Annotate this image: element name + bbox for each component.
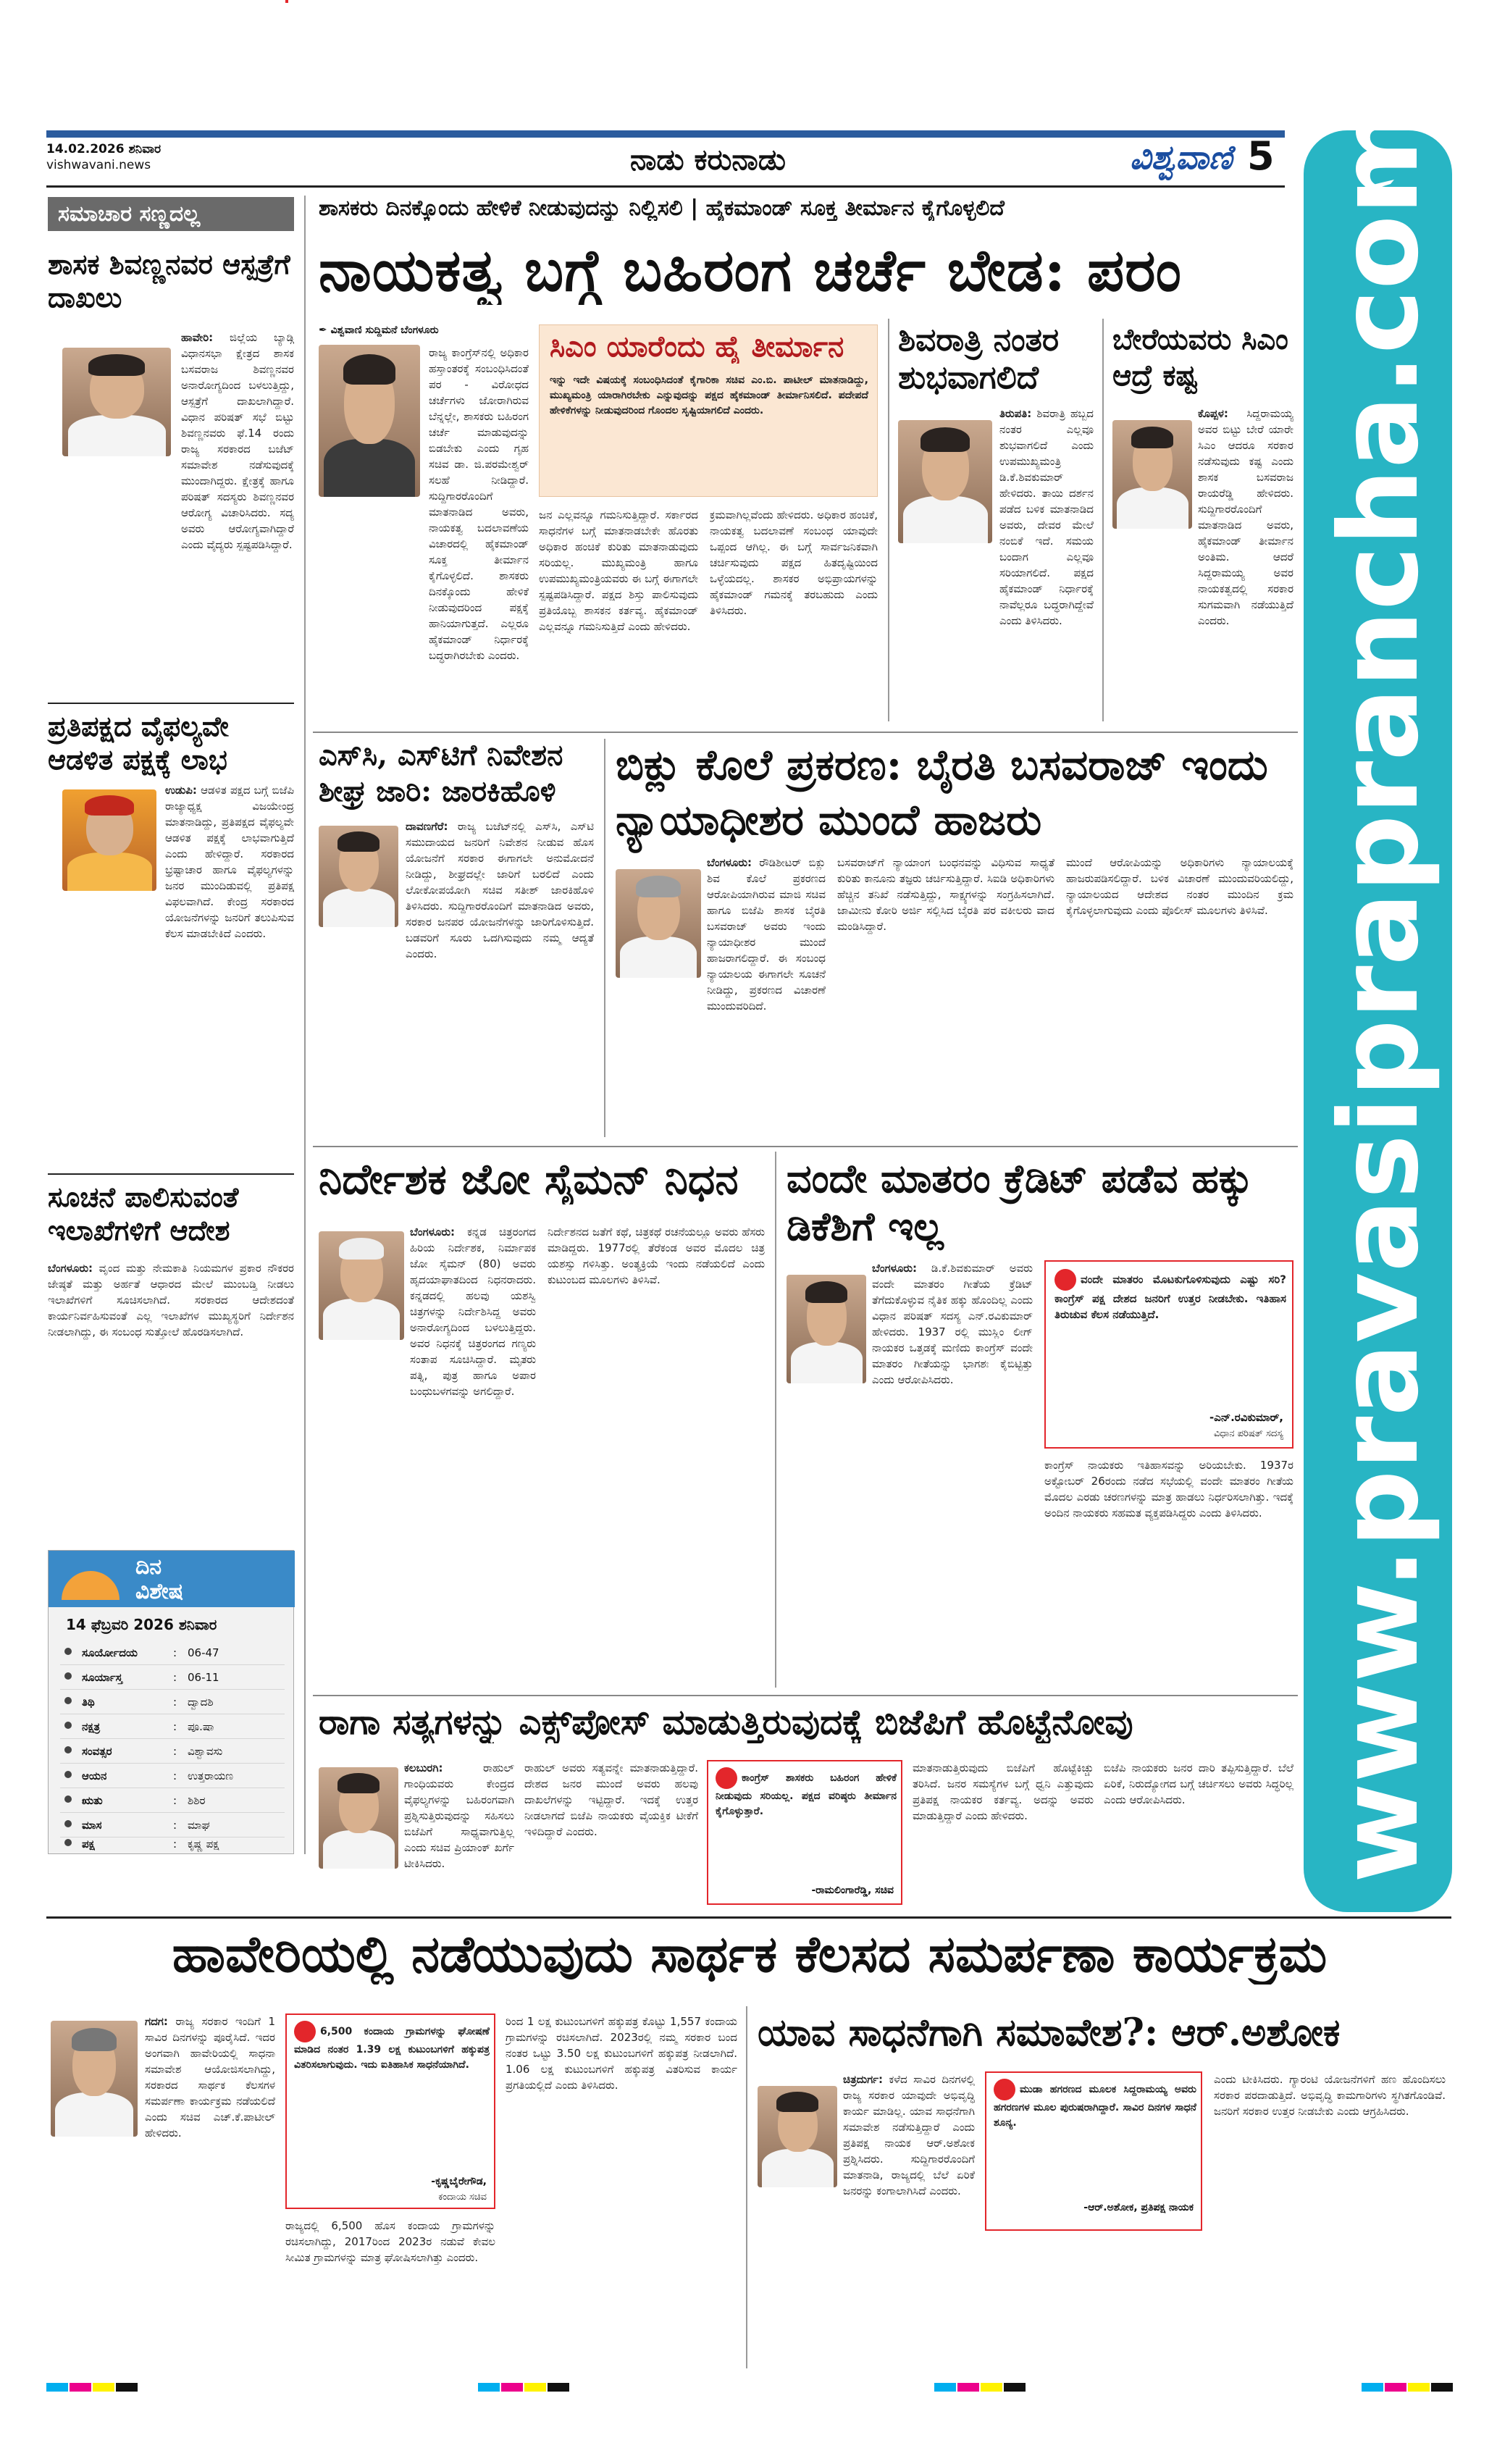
registration-mark xyxy=(93,2383,114,2392)
raga-quote: ಕಾಂಗ್ರೆಸ್ ಶಾಸಕರು ಬಹಿರಂಗ ಹೇಳಿಕೆ ನೀಡುವುದು ಸರಿಯಲ್ಲ. ಪಕ್ಷದ ವರಿಷ್ಠರು ತೀರ್ಮಾನ ಕೈಗೊಳ್ಳುತ್ತಾರೆ. xyxy=(716,1772,897,1817)
registration-mark xyxy=(478,2383,500,2392)
ashoka-dateline: ಚಿತ್ರದುರ್ಗ: xyxy=(843,2073,884,2086)
dina-row-label: ಋತು xyxy=(82,1794,103,1807)
dina-row-label: ಆಯನ xyxy=(82,1769,107,1782)
lead-body-col2: ಜನ ಎಲ್ಲವನ್ನೂ ಗಮನಿಸುತ್ತಿದ್ದಾರೆ. ಸರ್ಕಾರದ ಸಾಧನೆಗಳ ಬಗ್ಗೆ ಮಾತನಾಡಬೇಕೇ ಹೊರತು ಅಧಿಕಾರ ಹಂಚಿಕೆ ಕುರಿತು ಮಾತನಾಡುವುದು ಸರಿಯಲ್ಲ. ಮುಖ್ಯಮಂತ್ರಿ ಹಾಗೂ ಉಪಮುಖ್ಯಮಂತ್ರಿಯವರು ಈ ಬಗ್ಗೆ ಈಗಾಗಲೇ ಸ್ಪಷ್ಟಪಡಿಸಿದ್ದಾರೆ. ಪಕ್ಷದ ಶಿಸ್ತು ಪಾಲಿಸುವುದು ಪ್ರತಿಯೊಬ್ಬ ಶಾಸಕನ ಕರ್ತವ್ಯ. ಹೈಕಮಾಂಡ್ ಎಲ್ಲವನ್ನೂ ಗಮನಿಸುತ್ತಿದೆ ಎಂದು ಹೇಳಿದರು. xyxy=(539,508,698,633)
bullet-icon xyxy=(64,1697,72,1704)
header-bottom-rule xyxy=(46,185,1285,188)
registration-mark xyxy=(1004,2383,1026,2392)
dina-row: ಆಯನ : ಉತ್ತರಾಯಣ xyxy=(60,1764,285,1788)
sidebar-story-title: ಪ್ರತಿಪಕ್ಷದ ವೈಫಲ್ಯವೇ ಆಡಳಿತ ಪಕ್ಷಕ್ಕೆ ಲಾಭ xyxy=(48,711,229,776)
shivaratri-dateline: ತಿರುಪತಿ: xyxy=(999,407,1032,420)
haveri-text-col1 xyxy=(51,2013,275,2361)
dina-row: ಸೂರ್ಯಾಸ್ತ : 06-11 xyxy=(60,1665,285,1690)
sidebar-story-text xyxy=(48,1260,294,1535)
shivaratri-text xyxy=(898,406,1094,721)
bullet-icon xyxy=(64,1746,72,1753)
vande-quote-role: ವಿಧಾನ ಪರಿಷತ್ ಸದಸ್ಯ xyxy=(1213,1428,1283,1439)
vande-body-col1: ಡಿ.ಕೆ.ಶಿವಕುಮಾರ್ ಅವರು ವಂದೇ ಮಾತರಂ ಗೀತೆಯ ಕ್ರೆಡಿಟ್ ತೆಗೆದುಕೊಳ್ಳುವ ನೈತಿಕ ಹಕ್ಕು ಹೊಂದಿಲ್ಲ ಎಂದು ವಿಧಾನ ಪರಿಷತ್ ಸದಸ್ಯ ಎನ್.ರವಿಕುಮಾರ್ ಹೇಳಿದರು. 1937 ರಲ್ಲಿ ಮುಸ್ಲಿಂ ಲೀಗ್ ನಾಯಕರ ಒತ್ತಡಕ್ಕೆ ಮಣಿದು ಕಾಂಗ್ರೆಸ್ ವಂದೇ ಮಾತರಂ ಗೀತೆಯನ್ನು ಭಾಗಶಃ ಕೈಬಿಟ್ಟಿತ್ತು ಎಂದು ಆರೋಪಿಸಿದರು. xyxy=(872,1262,1033,1386)
beraeyavaru-headline: ಬೇರೆಯವರು ಸಿಎಂ ಆದ್ರೆ ಕಷ್ಟ xyxy=(1112,322,1288,393)
bullet-icon xyxy=(64,1820,72,1827)
ashoka-headline: ಯಾವ ಸಾಧನೆಗಾಗಿ ಸಮಾವೇಶ?: ಆರ್.ಅಶೋಕ xyxy=(758,2011,1341,2055)
lead-byline xyxy=(319,324,536,336)
bullet-icon xyxy=(64,1771,72,1778)
vande-quote-author: -ಎನ್.ರವಿಕುಮಾರ್, xyxy=(1209,1411,1283,1424)
dina-row-value: 06-11 xyxy=(188,1671,219,1684)
bullet-icon xyxy=(64,1648,72,1655)
lead-body-col3: ಕ್ರಮವಾಗಿಲ್ಲವೆಂದು ಹೇಳಿದರು. ಅಧಿಕಾರ ಹಂಚಿಕೆ, ನಾಯಕತ್ವ ಬದಲಾವಣೆ ಸಂಬಂಧ ಯಾವುದೇ ಒಪ್ಪಂದ ಆಗಿಲ್ಲ. ಈ ಬಗ್ಗೆ ಸಾರ್ವಜನಿಕವಾಗಿ ಚರ್ಚಿಸುವುದು ಪಕ್ಷದ ಹಿತದೃಷ್ಟಿಯಿಂದ ಒಳ್ಳೆಯದಲ್ಲ. ಶಾಸಕರ ಅಭಿಪ್ರಾಯಗಳನ್ನು ಹೈಕಮಾಂಡ್ ಗಮನಕ್ಕೆ ತರಬಹುದು ಎಂದು ತಿಳಿಸಿದರು. xyxy=(710,508,878,617)
registration-mark xyxy=(957,2383,979,2392)
header-top-rule xyxy=(46,130,1285,138)
registration-mark xyxy=(524,2383,546,2392)
bullet-icon xyxy=(64,1795,72,1803)
quote-icon xyxy=(294,2021,316,2042)
shivaratri-body: ಶಿವರಾತ್ರಿ ಹಬ್ಬದ ನಂತರ ಎಲ್ಲವೂ ಶುಭವಾಗಲಿದೆ ಎಂದು ಉಪಮುಖ್ಯಮಂತ್ರಿ ಡಿ.ಕೆ.ಶಿವಕುಮಾರ್ ಹೇಳಿದರು. ತಾಯಿ ದರ್ಶನ ಪಡೆದ ಬಳಿಕ ಮಾತನಾಡಿದ ಅವರು, ದೇವರ ಮೇಲೆ ನಂಬಿಕೆ ಇದೆ. ಸಮಯ ಬಂದಾಗ ಎಲ್ಲವೂ ಸರಿಯಾಗಲಿದೆ. ಪಕ್ಷದ ಹೈಕಮಾಂಡ್ ನಿರ್ಧಾರಕ್ಕೆ ನಾವೆಲ್ಲರೂ ಬದ್ಧರಾಗಿದ್ದೇವೆ ಎಂದು ತಿಳಿಸಿದರು. xyxy=(999,407,1094,627)
sidebar-story-dateline: ಹಾವೇರಿ: xyxy=(181,331,214,344)
haveri-quote-role: ಕಂದಾಯ ಸಚಿವ xyxy=(438,2192,487,2203)
registration-mark xyxy=(1408,2383,1430,2392)
sidebar-story-body: ಆಡಳಿತ ಪಕ್ಷದ ಬಗ್ಗೆ ಬಿಜೆಪಿ ರಾಜ್ಯಾಧ್ಯಕ್ಷ ವಿಜಯೇಂದ್ರ ಮಾತನಾಡಿದ್ದು, ಪ್ರತಿಪಕ್ಷದ ವೈಫಲ್ಯವೇ ಆಡಳಿತ ಪಕ್ಷಕ್ಕೆ ಲಾಭವಾಗುತ್ತಿದೆ ಎಂದು ಹೇಳಿದ್ದಾರೆ. ಸರಕಾರದ ಭ್ರಷ್ಟಾಚಾರ ಹಾಗೂ ವೈಫಲ್ಯಗಳನ್ನು ಜನರ ಮುಂದಿಡುವಲ್ಲಿ ಪ್ರತಿಪಕ್ಷ ವಿಫಲವಾಗಿದೆ. ಕೇಂದ್ರ ಸರಕಾರದ ಯೋಜನೆಗಳನ್ನು ಜನರಿಗೆ ತಲುಪಿಸುವ ಕೆಲಸ ಮಾಡಬೇಕಿದೆ ಎಂದರು. xyxy=(165,784,294,940)
registration-mark xyxy=(981,2383,1002,2392)
registration-mark xyxy=(1362,2383,1383,2392)
ashoka-body-col1: ಕಳೆದ ಸಾವಿರ ದಿನಗಳಲ್ಲಿ ರಾಜ್ಯ ಸರಕಾರ ಯಾವುದೇ ಅಭಿವೃದ್ಧಿ ಕಾರ್ಯ ಮಾಡಿಲ್ಲ. ಯಾವ ಸಾಧನೆಗಾಗಿ ಸಮಾವೇಶ ನಡೆಸುತ್ತಿದ್ದಾರೆ ಎಂದು ಪ್ರತಿಪಕ್ಷ ನಾಯಕ ಆರ್.ಅಶೋಕ ಪ್ರಶ್ನಿಸಿದರು. ಸುದ್ದಿಗಾರರೊಂದಿಗೆ ಮಾತನಾಡಿ, ರಾಜ್ಯದಲ್ಲಿ ಬೆಲೆ ಏರಿಕೆ ಜನರನ್ನು ಕಂಗಾಲಾಗಿಸಿದೆ ಎಂದರು. xyxy=(843,2073,975,2197)
beraeyavaru-dateline: ಕೊಪ್ಪಳ: xyxy=(1198,407,1228,420)
dina-row-label: ಸೂರ್ಯೋದಯ xyxy=(82,1646,138,1659)
joe-simon-headline: ನಿರ್ದೇಶಕ ಜೋ ಸೈಮನ್ ನಿಧನ xyxy=(319,1155,739,1204)
registration-mark xyxy=(46,2383,68,2392)
raga-dateline: ಕಲಬುರಗಿ: xyxy=(404,1761,443,1774)
raga-text-col2: ರಾಹುಲ್ ಅವರು ಸತ್ಯವನ್ನೇ ಮಾತನಾಡುತ್ತಿದ್ದಾರೆ. ದೇಶದ ಜನರ ಮುಂದೆ ಅವರು ಹಲವು ದಾಖಲೆಗಳನ್ನು ಇಟ್ಟಿದ್ದಾರೆ. ಇದಕ್ಕೆ ಉತ್ತರ ನೀಡಲಾಗದೆ ಬಿಜೆಪಿ ನಾಯಕರು ವೈಯಕ್ತಿಕ ಟೀಕೆಗೆ ಇಳಿದಿದ್ದಾರೆ ಎಂದರು. xyxy=(524,1761,698,1838)
dina-title-line2: ವಿಶೇಷ xyxy=(135,1579,184,1604)
bottom-headline: ಹಾವೇರಿಯಲ್ಲಿ ನಡೆಯುವುದು ಸಾರ್ಥಕ ಕೆಲಸದ ಸಮರ್ಪಣಾ ಕಾರ್ಯಕ್ರಮ xyxy=(172,1924,1328,1984)
registration-mark xyxy=(1385,2383,1406,2392)
joe-simon-text-col2: ನಿರ್ದೇಶನದ ಜತೆಗೆ ಕಥೆ, ಚಿತ್ರಕಥೆ ರಚನೆಯಲ್ಲೂ ಅವರು ಹೆಸರು ಮಾಡಿದ್ದರು. 1977ರಲ್ಲಿ ತೆರೆಕಂಡ ಅವರ ಮೊದಲ ಚಿತ್ರ ಯಶಸ್ಸು ಗಳಿಸಿತ್ತು. ಅಂತ್ಯಕ್ರಿಯೆ ಇಂದು ನಡೆಯಲಿದೆ ಎಂದು ಕುಟುಂಬದ ಮೂಲಗಳು ತಿಳಿಸಿವೆ. xyxy=(548,1225,765,1286)
dina-row-label: ನಕ್ಷತ್ರ xyxy=(82,1720,101,1733)
sidebar-divider xyxy=(48,1173,294,1175)
section-divider xyxy=(313,732,1298,733)
registration-mark xyxy=(548,2383,569,2392)
joe-simon-dateline: ಬೆಂಗಳೂರು: xyxy=(410,1225,456,1239)
dina-row: ಪಕ್ಷ : ಕೃಷ್ಣ ಪಕ್ಷ xyxy=(60,1832,285,1856)
dina-row-label: ಸಂವತ್ಸರ xyxy=(82,1745,112,1758)
dina-row-value: ಮಾಘ xyxy=(188,1819,210,1832)
ashoka-text-col2: ಎಂದು ಟೀಕಿಸಿದರು. ಗ್ಯಾರಂಟಿ ಯೋಜನೆಗಳಿಗೆ ಹಣ ಹೊಂದಿಸಲು ಸರಕಾರ ಪರದಾಡುತ್ತಿದೆ. ಅಭಿವೃದ್ಧಿ ಕಾಮಗಾರಿಗಳು ಸ್ಥಗಿತಗೊಂಡಿವೆ. ಜನರಿಗೆ ಸರಕಾರ ಉತ್ತರ ನೀಡಬೇಕು ಎಂದು ಆಗ್ರಹಿಸಿದರು. xyxy=(1214,2073,1446,2118)
shivaratri-headline: ಶಿವರಾತ್ರಿ ನಂತರ ಶುಭವಾಗಲಿದೆ xyxy=(898,322,1060,396)
sidebar-story-body: ಜಿಲ್ಲೆಯ ಬ್ಯಾಡ್ಗಿ ವಿಧಾನಸಭಾ ಕ್ಷೇತ್ರದ ಶಾಸಕ ಬಸವರಾಜ ಶಿವಣ್ಣನವರ ಅನಾರೋಗ್ಯದಿಂದ ಬಳಲುತ್ತಿದ್ದು, ಆಸ್ಪತ್ರೆಗೆ ದಾಖಲಾಗಿದ್ದಾರೆ. ವಿಧಾನ ಪರಿಷತ್ ಸಭೆ ಬಿಟ್ಟು ಶಿವಣ್ಣನವರು ಫೆ.14 ರಂದು ರಾಜ್ಯ ಸರಕಾರದ ಬಜೆಟ್ ಸಮಾವೇಶ ನಡೆಸುವುದಕ್ಕೆ ಮುಂದಾಗಿದ್ದರು. ಕ್ಷೇತ್ರಕ್ಕೆ ಹಾಗೂ ಪರಿಷತ್ ಸದಸ್ಯರು ಶಿವಣ್ಣನವರ ಆರೋಗ್ಯ ವಿಚಾರಿಸಿದರು. ಸದ್ಯ ಅವರು ಆರೋಗ್ಯವಾಗಿದ್ದಾರೆ ಎಂದು ವೈದ್ಯರು ಸ್ಪಷ್ಟಪಡಿಸಿದ್ದಾರೆ. xyxy=(181,331,294,551)
page-number: 5 xyxy=(1247,133,1275,179)
dina-row-value: ಕೃಷ್ಣ ಪಕ್ಷ xyxy=(188,1837,219,1851)
vande-text-col1 xyxy=(787,1260,1033,1688)
dina-row: ಮಾಸ : ಮಾಘ xyxy=(60,1813,285,1837)
quote-icon xyxy=(1054,1269,1076,1291)
biklu-text-col1 xyxy=(616,855,826,1137)
pull-box-title: ಸಿಎಂ ಯಾರೆಂದು ಹೈ ತೀರ್ಮಾನ xyxy=(550,330,844,364)
haveri-text-col3: ರಿಂದ 1 ಲಕ್ಷ ಕುಟುಂಬಗಳಿಗೆ ಹಕ್ಕುಪತ್ರ ಕೊಟ್ಟು 1,557 ಕಂದಾಯ ಗ್ರಾಮಗಳನ್ನು ರಚಿಸಲಾಗಿದೆ. 2023ರಲ್ಲಿ ನಮ್ಮ ಸರಕಾರ ಬಂದ ನಂತರ ಒಟ್ಟು 3.50 ಲಕ್ಷ ಕುಟುಂಬಗಳಿಗೆ ಹಕ್ಕುಪತ್ರ ನೀಡಲಾಗಿದೆ. 1.06 ಲಕ್ಷ ಕುಟುಂಬಗಳಿಗೆ ಹಕ್ಕುಪತ್ರ ವಿತರಿಸುವ ಕಾರ್ಯ ಪ್ರಗತಿಯಲ್ಲಿದೆ ಎಂದು ತಿಳಿಸಿದರು. xyxy=(506,2015,737,2092)
ashoka-quote-box xyxy=(985,2071,1202,2231)
vande-dateline: ಬೆಂಗಳೂರು: xyxy=(872,1262,918,1275)
raga-text-col3: ಮಾತನಾಡುತ್ತಿರುವುದು ಬಿಜೆಪಿಗೆ ಹೊಟ್ಟೆಕಿಚ್ಚು ತರಿಸಿದೆ. ಜನರ ಸಮಸ್ಯೆಗಳ ಬಗ್ಗೆ ಧ್ವನಿ ಎತ್ತುವುದು ಪ್ರತಿಪಕ್ಷ ನಾಯಕರ ಕರ್ತವ್ಯ. ಅದನ್ನು ಅವರು ಮಾಡುತ್ತಿದ್ದಾರೆ ಎಂದು ಹೇಳಿದರು. xyxy=(913,1761,1094,1822)
dina-row-value: ಪೂ.ಷಾ xyxy=(188,1720,214,1733)
quote-icon xyxy=(994,2079,1015,2100)
quote-icon xyxy=(716,1767,737,1789)
beraeyavaru-text xyxy=(1112,406,1293,721)
ashoka-quote-role: ಪ್ರತಿಪಕ್ಷ ನಾಯಕ xyxy=(1141,2202,1194,2213)
dina-vishesha-date: 14 ಫೆಬ್ರವರಿ 2026 ಶನಿವಾರ xyxy=(66,1616,217,1633)
vande-text-col2: ಕಾಂಗ್ರೆಸ್ ನಾಯಕರು ಇತಿಹಾಸವನ್ನು ಅರಿಯಬೇಕು. 1937ರ ಅಕ್ಟೋಬರ್ 26ರಂದು ನಡೆದ ಸಭೆಯಲ್ಲಿ ವಂದೇ ಮಾತರಂ ಗೀತೆಯ ಮೊದಲ ಎರಡು ಚರಣಗಳನ್ನು ಮಾತ್ರ ಹಾಡಲು ನಿರ್ಧರಿಸಲಾಗಿತ್ತು. ಇದಕ್ಕೆ ಅಂದಿನ ನಾಯಕರು ಸಹಮತ ವ್ಯಕ್ತಪಡಿಸಿದ್ದರು ಎಂದು ತಿಳಿಸಿದರು. xyxy=(1044,1459,1293,1520)
registration-mark xyxy=(934,2383,956,2392)
column-divider xyxy=(775,1152,776,1688)
sidebar-story-dateline: ಉಡುಪಿ: xyxy=(165,784,197,797)
column-divider xyxy=(746,2006,747,2368)
joe-simon-body-col1: ಕನ್ನಡ ಚಿತ್ರರಂಗದ ಹಿರಿಯ ನಿರ್ದೇಶಕ, ನಿರ್ಮಾಪಕ ಜೋ ಸೈಮನ್ (80) ಅವರು ಹೃದಯಾಘಾತದಿಂದ ನಿಧನರಾದರು. ಕನ್ನಡದಲ್ಲಿ ಹಲವು ಯಶಸ್ವಿ ಚಿತ್ರಗಳನ್ನು ನಿರ್ದೇಶಿಸಿದ್ದ ಅವರು ಅನಾರೋಗ್ಯದಿಂದ ಬಳಲುತ್ತಿದ್ದರು. ಅವರ ನಿಧನಕ್ಕೆ ಚಿತ್ರರಂಗದ ಗಣ್ಯರು ಸಂತಾಪ ಸೂಚಿಸಿದ್ದಾರೆ. ಮೃತರು ಪತ್ನಿ, ಪುತ್ರ ಹಾಗೂ ಅಪಾರ ಬಂಧುಬಳಗವನ್ನು ಅಗಲಿದ್ದಾರೆ. xyxy=(410,1225,536,1398)
section-title: ನಾಡು ಕರುನಾಡು xyxy=(630,143,786,177)
vande-quote-box xyxy=(1044,1260,1293,1449)
dina-row-value: ದ್ವಾದಶಿ xyxy=(188,1696,214,1709)
vande-mataram-headline: ವಂದೇ ಮಾತರಂ ಕ್ರೆಡಿಟ್ ಪಡೆವ ಹಕ್ಕು ಡಿಕೆಶಿಗೆ ಇಲ್ಲ xyxy=(787,1155,1253,1249)
dina-row-label: ಮಾಸ xyxy=(82,1819,102,1832)
dina-title-line1: ದಿನ xyxy=(135,1554,162,1580)
newspaper-brand: ವಿಶ್ವವಾಣಿ xyxy=(1130,138,1233,177)
bullet-icon xyxy=(64,1839,72,1846)
dina-row: ಋತು : ಶಿಶಿರ xyxy=(60,1788,285,1813)
raga-headline: ರಾಗಾ ಸತ್ಯಗಳನ್ನು ಎಕ್ಸ್‌ಪೋಸ್ ಮಾಡುತ್ತಿರುವುದಕ್ಕೆ ಬಿಜೆಪಿಗೆ ಹೊಟ್ಟೆನೋವು xyxy=(319,1702,1133,1743)
sidebar-story-text xyxy=(48,330,294,692)
ashoka-quote-author xyxy=(1083,2202,1194,2213)
sc-st-text xyxy=(319,818,594,1137)
ashoka-text-col1 xyxy=(758,2071,975,2361)
ashoka-quote: ಮುಡಾ ಹಗರಣದ ಮೂಲಕ ಸಿದ್ದರಾಮಯ್ಯ ಅವರು ಹಗರಣಗಳ ಮೂಲ ಪುರುಷರಾಗಿದ್ದಾರೆ. ಸಾವಿರ ದಿನಗಳ ಸಾಧನೆ ಶೂನ್ಯ. xyxy=(994,2084,1196,2129)
dina-row: ನಕ್ಷತ್ರ : ಪೂ.ಷಾ xyxy=(60,1714,285,1739)
lead-kicker: ಶಾಸಕರು ದಿನಕ್ಕೊಂದು ಹೇಳಿಕೆ ನೀಡುವುದನ್ನು ನಿಲ್ಲಿಸಲಿ | ಹೈಕಮಾಂಡ್ ಸೂಕ್ತ ತೀರ್ಮಾನ ಕೈಗೊಳ್ಳಲಿದೆ xyxy=(319,196,1005,221)
pen-icon: ✒ xyxy=(319,324,331,336)
registration-mark xyxy=(1431,2383,1453,2392)
dina-row-value: 06-47 xyxy=(188,1646,219,1659)
ashoka-quote-text xyxy=(994,2079,1196,2195)
column-divider xyxy=(1102,319,1104,721)
dina-row-value: ವಿಶ್ವಾವಸು xyxy=(188,1745,223,1758)
haveri-quote-text xyxy=(294,2021,490,2166)
sidebar-story-text xyxy=(48,782,294,1166)
issue-date: 14.02.2026 ಶನಿವಾರ xyxy=(46,142,162,156)
haveri-quote-author: -ಕೃಷ್ಣಬೈರೇಗೌಡ, xyxy=(431,2176,487,2187)
column-divider xyxy=(604,739,605,1137)
column-divider xyxy=(888,319,889,721)
dina-row-label: ಪಕ್ಷ xyxy=(82,1837,95,1851)
raga-body-col1: ರಾಹುಲ್ ಗಾಂಧಿಯವರು ಕೇಂದ್ರದ ವೈಫಲ್ಯಗಳನ್ನು ಬಹಿರಂಗವಾಗಿ ಪ್ರಶ್ನಿಸುತ್ತಿರುವುದನ್ನು ಸಹಿಸಲು ಬಿಜೆಪಿಗೆ ಸಾಧ್ಯವಾಗುತ್ತಿಲ್ಲ ಎಂದು ಸಚಿವ ಪ್ರಿಯಾಂಕ್ ಖರ್ಗೆ ಟೀಕಿಸಿದರು. xyxy=(404,1761,514,1870)
haveri-quote-box-placeholder xyxy=(285,0,288,3)
registration-mark xyxy=(70,2383,91,2392)
dina-row: ಸಂವತ್ಸರ : ವಿಶ್ವಾವಸು xyxy=(60,1739,285,1764)
biklu-body-col1: ರೌಡಿಶೀಟರ್ ಬಿಕ್ಲು ಶಿವ ಕೊಲೆ ಪ್ರಕರಣದ ಆರೋಪಿಯಾಗಿರುವ ಮಾಜಿ ಸಚಿವ ಹಾಗೂ ಬಿಜೆಪಿ ಶಾಸಕ ಬೈರತಿ ಬಸವರಾಜ್ ಅವರು ಇಂದು ನ್ಯಾಯಾಧೀಶರ ಮುಂದೆ ಹಾಜರಾಗಲಿದ್ದಾರೆ. ಈ ಸಂಬಂಧ ನ್ಯಾಯಾಲಯ ಈಗಾಗಲೇ ಸೂಚನೆ ನೀಡಿದ್ದು, ಪ್ರಕರಣದ ವಿಚಾರಣೆ ಮುಂದುವರಿದಿದೆ. xyxy=(707,856,826,1013)
raga-text-col1 xyxy=(319,1760,514,1905)
vande-quote-text xyxy=(1054,1269,1286,1411)
dina-vishesha-header xyxy=(49,1551,295,1607)
sidebar-story-body: ವೃಂದ ಮತ್ತು ನೇಮಕಾತಿ ನಿಯಮಗಳ ಪ್ರಕಾರ ನೌಕರರ ಜೇಷ್ಠತೆ ಮತ್ತು ಅರ್ಹತೆ ಆಧಾರದ ಮೇಲೆ ಮುಂಬಡ್ತಿ ನೀಡಲು ಇಲಾಖೆಗಳಿಗೆ ಸೂಚಿಸಲಾಗಿದೆ. ಸರಕಾರದ ಆದೇಶದಂತೆ ಕಾರ್ಯನಿರ್ವಹಿಸುವಂತೆ ಎಲ್ಲ ಇಲಾಖೆಗಳ ಮುಖ್ಯಸ್ಥರಿಗೆ ನಿರ್ದೇಶನ ನೀಡಲಾಗಿದ್ದು, ಈ ಸಂಬಂಧ ಸುತ್ತೋಲೆ ಹೊರಡಿಸಲಾಗಿದೆ. xyxy=(48,1262,294,1338)
ad-url-text: www.pravasipraprancha.com xyxy=(1317,101,1443,1883)
website-url[interactable]: vishwavani.news xyxy=(46,158,151,172)
dina-row-label: ಸೂರ್ಯಾಸ್ತ xyxy=(82,1671,122,1684)
pull-box xyxy=(539,324,878,497)
dina-row-label: ತಿಥಿ xyxy=(82,1696,95,1709)
column-divider xyxy=(304,196,306,1854)
sc-st-body: ರಾಜ್ಯ ಬಜೆಟ್‌ನಲ್ಲಿ ಎಸ್‌ಸಿ, ಎಸ್‌ಟಿ ಸಮುದಾಯದ ಜನರಿಗೆ ನಿವೇಶನ ನೀಡುವ ಹೊಸ ಯೋಜನೆಗೆ ಸರಕಾರ ಈಗಾಗಲೇ ಅನುಮೋದನೆ ನೀಡಿದ್ದು, ಶೀಘ್ರದಲ್ಲೇ ಜಾರಿಗೆ ಬರಲಿದೆ ಎಂದು ಲೋಕೋಪಯೋಗಿ ಸಚಿವ ಸತೀಶ್ ಜಾರಕಿಹೊಳಿ ತಿಳಿಸಿದರು. ಸುದ್ದಿಗಾರರೊಂದಿಗೆ ಮಾತನಾಡಿದ ಅವರು, ಸರಕಾರ ಜನಪರ ಯೋಜನೆಗಳನ್ನು ಜಾರಿಗೊಳಿಸುತ್ತಿದೆ. ಬಡವರಿಗೆ ಸೂರು ಒದಗಿಸುವುದು ನಮ್ಮ ಆದ್ಯತೆ ಎಂದರು. xyxy=(406,820,594,960)
sidebar-story-title: ಸೂಚನೆ ಪಾಲಿಸುವಂತೆ ಇಲಾಖೆಗಳಿಗೆ ಆದೇಶ xyxy=(48,1181,239,1246)
haveri-body-col1: ರಾಜ್ಯ ಸರಕಾರ ಇಂದಿಗೆ 1 ಸಾವಿರ ದಿನಗಳನ್ನು ಪೂರೈಸಿದೆ. ಇದರ ಅಂಗವಾಗಿ ಹಾವೇರಿಯಲ್ಲಿ ಸಾಧನಾ ಸಮಾವೇಶ ಆಯೋಜಿಸಲಾಗಿದ್ದು, ಸರಕಾರದ ಸಾರ್ಥಕ ಕೆಲಸಗಳ ಸಮರ್ಪಣಾ ಕಾರ್ಯಕ್ರಮ ನಡೆಯಲಿದೆ ಎಂದು ಸಚಿವ ಎಚ್.ಕೆ.ಪಾಟೀಲ್ ಹೇಳಿದರು. xyxy=(145,2015,275,2140)
pull-box-text: ಇನ್ನು ಇದೇ ವಿಷಯಕ್ಕೆ ಸಂಬಂಧಿಸಿದಂತೆ ಕೈಗಾರಿಕಾ ಸಚಿವ ಎಂ.ಬಿ. ಪಾಟೀಲ್ ಮಾತನಾಡಿದ್ದು, ಮುಖ್ಯಮಂತ್ರಿ ಯಾರಾಗಿರಬೇಕು ಎನ್ನುವುದನ್ನು ಪಕ್ಷದ ಹೈಕಮಾಂಡ್ ತೀರ್ಮಾನಿಸಲಿದೆ. ಪದೇಪದೆ ಹೇಳಿಕೆಗಳನ್ನು ನೀಡುವುದರಿಂದ ಗೊಂದಲ ಸೃಷ್ಟಿಯಾಗಲಿದೆ ಎಂದರು. xyxy=(550,374,868,416)
ashoka-text-col2a xyxy=(985,2239,1202,2361)
haveri-dateline: ಗದಗ: xyxy=(145,2015,168,2028)
bullet-icon xyxy=(64,1672,72,1680)
lead-body-col1: ರಾಜ್ಯ ಕಾಂಗ್ರೆಸ್‌ನಲ್ಲಿ ಅಧಿಕಾರ ಹಸ್ತಾಂತರಕ್ಕೆ ಸಂಬಂಧಿಸಿದಂತೆ ಪರ - ವಿರೋಧದ ಚರ್ಚೆಗಳು ಜೋರಾಗಿರುವ ಬೆನ್ನಲ್ಲೇ, ಶಾಸಕರು ಬಹಿರಂಗ ಚರ್ಚೆ ಮಾಡುವುದನ್ನು ಬಿಡಬೇಕು ಎಂದು ಗೃಹ ಸಚಿವ ಡಾ. ಜಿ.ಪರಮೇಶ್ವರ್ ಸಲಹೆ ನೀಡಿದ್ದಾರೆ. ಸುದ್ದಿಗಾರರೊಂದಿಗೆ ಮಾತನಾಡಿದ ಅವರು, ನಾಯಕತ್ವ ಬದಲಾವಣೆಯ ವಿಚಾರದಲ್ಲಿ ಹೈಕಮಾಂಡ್ ಸೂಕ್ತ ತೀರ್ಮಾನ ಕೈಗೊಳ್ಳಲಿದೆ. ಶಾಸಕರು ದಿನಕ್ಕೊಂದು ಹೇಳಿಕೆ ನೀಡುವುದರಿಂದ ಪಕ್ಷಕ್ಕೆ ಹಾನಿಯಾಗುತ್ತದೆ. ಎಲ್ಲರೂ ಹೈಕಮಾಂಡ್ ನಿರ್ಧಾರಕ್ಕೆ ಬದ್ಧರಾಗಿರಬೇಕು ಎಂದರು. xyxy=(429,346,529,662)
lead-headline: ನಾಯಕತ್ವ ಬಗ್ಗೆ ಬಹಿರಂಗ ಚರ್ಚೆ ಬೇಡ: ಪರಂ xyxy=(319,236,1183,304)
raga-quote-box xyxy=(707,1760,902,1905)
bullet-icon xyxy=(64,1722,72,1729)
sc-st-dateline: ದಾವಣಗೆರೆ: xyxy=(406,820,448,833)
biklu-text-col2: ಬಸವರಾಜ್‌ಗೆ ನ್ಯಾಯಾಂಗ ಬಂಧನವನ್ನು ವಿಧಿಸುವ ಸಾಧ್ಯತೆ ಕುರಿತು ಕಾನೂನು ತಜ್ಞರು ಚರ್ಚಿಸುತ್ತಿದ್ದಾರೆ. ಸಿಐಡಿ ಅಧಿಕಾರಿಗಳು ಹೆಚ್ಚಿನ ತನಿಖೆ ನಡೆಸುತ್ತಿದ್ದು, ಸಾಕ್ಷ್ಯಗಳನ್ನು ಸಂಗ್ರಹಿಸಲಾಗಿದೆ. ಜಾಮೀನು ಕೋರಿ ಅರ್ಜಿ ಸಲ್ಲಿಸಿದ ಬೈರತಿ ಪರ ವಕೀಲರು ವಾದ ಮಂಡಿಸಿದ್ದಾರೆ. xyxy=(837,856,1054,933)
section-divider xyxy=(313,1146,1298,1147)
raga-quote-author: -ರಾಮಲಿಂಗಾರೆಡ್ಡಿ, ಸಚಿವ xyxy=(811,1885,894,1896)
haveri-quote-box xyxy=(285,2013,495,2209)
sidebar-story-dateline: ಬೆಂಗಳೂರು: xyxy=(48,1262,93,1275)
biklu-dateline: ಬೆಂಗಳೂರು: xyxy=(707,856,752,869)
sidebar-heading: ಸಮಾಚಾರ ಸಣ್ಣದಲ್ಲ xyxy=(48,197,294,231)
registration-mark xyxy=(116,2383,138,2392)
joe-simon-text-col1 xyxy=(319,1224,536,1688)
raga-quote-text xyxy=(716,1767,897,1876)
registration-mark xyxy=(501,2383,523,2392)
haveri-text-col2: ರಾಜ್ಯದಲ್ಲಿ 6,500 ಹೊಸ ಕಂದಾಯ ಗ್ರಾಮಗಳನ್ನು ರಚಿಸಲಾಗಿದ್ದು, 2017ರಿಂದ 2023ರ ನಡುವೆ ಕೇವಲ ಸೀಮಿತ ಗ್ರಾಮಗಳನ್ನು ಮಾತ್ರ ಘೋಷಿಸಲಾಗಿತ್ತು ಎಂದರು. xyxy=(285,2219,495,2264)
haveri-quote: 6,500 ಕಂದಾಯ ಗ್ರಾಮಗಳನ್ನು ಘೋಷಣೆ ಮಾಡಿದ ನಂತರ 1.39 ಲಕ್ಷ ಕುಟುಂಬಗಳಿಗೆ ಹಕ್ಕುಪತ್ರ ವಿತರಿಸಲಾಗುವುದು. ಇದು ಐತಿಹಾಸಿಕ ಸಾಧನೆಯಾಗಿದೆ. xyxy=(294,2026,490,2071)
biklu-headline: ಬಿಕ್ಲು ಕೊಲೆ ಪ್ರಕರಣ: ಬೈರತಿ ಬಸವರಾಜ್ ಇಂದು ನ್ಯಾಯಾಧೀಶರ ಮುಂದೆ ಹಾಜರು xyxy=(616,740,1268,845)
ashoka-quote-author-name: -ಆರ್.ಅಶೋಕ, xyxy=(1083,2202,1138,2213)
biklu-text-col3: ಮುಂದೆ ಆರೋಪಿಯನ್ನು ಅಧಿಕಾರಿಗಳು ನ್ಯಾಯಾಲಯಕ್ಕೆ ಹಾಜರುಪಡಿಸಲಿದ್ದಾರೆ. ಬಳಿಕ ವಿಚಾರಣೆ ಮುಂದುವರಿಯಲಿದ್ದು, ನ್ಯಾಯಾಲಯದ ಆದೇಶದ ನಂತರ ಮುಂದಿನ ಕ್ರಮ ಕೈಗೊಳ್ಳಲಾಗುವುದು ಎಂದು ಪೊಲೀಸ್ ಮೂಲಗಳು ತಿಳಿಸಿವೆ. xyxy=(1066,856,1293,917)
dina-row-value: ಶಿಶಿರ xyxy=(188,1794,206,1807)
section-divider xyxy=(46,1916,1451,1919)
lead-byline-text: ವಿಶ್ವವಾಣಿ ಸುದ್ದಿಮನೆ ಬೆಂಗಳೂರು xyxy=(330,324,439,336)
sidebar-divider xyxy=(48,703,294,704)
dina-row: ಸೂರ್ಯೋದಯ : 06-47 xyxy=(60,1640,285,1665)
dina-row-value: ಉತ್ತರಾಯಣ xyxy=(188,1769,234,1782)
dina-vishesha-title xyxy=(135,1555,183,1604)
sidebar-story-title: ಶಾಸಕ ಶಿವಣ್ಣನವರ ಆಸ್ಪತ್ರೆಗೆ ದಾಖಲು xyxy=(48,248,290,314)
raga-text-col4: ಬಿಜೆಪಿ ನಾಯಕರು ಜನರ ದಾರಿ ತಪ್ಪಿಸುತ್ತಿದ್ದಾರೆ. ಬೆಲೆ ಏರಿಕೆ, ನಿರುದ್ಯೋಗದ ಬಗ್ಗೆ ಚರ್ಚಿಸಲು ಅವರು ಸಿದ್ಧರಿಲ್ಲ ಎಂದು ಆರೋಪಿಸಿದರು. xyxy=(1104,1761,1293,1806)
section-divider xyxy=(313,1695,1298,1696)
dina-vishesha-panel xyxy=(48,1550,294,1854)
dina-row: ತಿಥಿ : ದ್ವಾದಶಿ xyxy=(60,1690,285,1714)
sc-st-headline: ಎಸ್‌ಸಿ, ಎಸ್‌ಟಿಗೆ ನಿವೇಶನ ಶೀಘ್ರ ಜಾರಿ: ಜಾರಕಿಹೊಳಿ xyxy=(319,738,563,808)
sun-icon xyxy=(62,1571,119,1600)
beraeyavaru-body: ಸಿದ್ದರಾಮಯ್ಯ ಅವರ ಬಿಟ್ಟು ಬೇರೆ ಯಾರೇ ಸಿಎಂ ಆದರೂ ಸರಕಾರ ನಡೆಸುವುದು ಕಷ್ಟ ಎಂದು ಶಾಸಕ ಬಸವರಾಜ ರಾಯರೆಡ್ಡಿ ಹೇಳಿದರು. ಸುದ್ದಿಗಾರರೊಂದಿಗೆ ಮಾತನಾಡಿದ ಅವರು, ಹೈಕಮಾಂಡ್ ತೀರ್ಮಾನ ಅಂತಿಮ. ಆದರೆ ಸಿದ್ದರಾಮಯ್ಯ ಅವರ ನಾಯಕತ್ವದಲ್ಲಿ ಸರಕಾರ ಸುಗಮವಾಗಿ ನಡೆಯುತ್ತಿದೆ ಎಂದರು. xyxy=(1198,407,1293,627)
vande-quote: ವಂದೇ ಮಾತರಂ ಮೊಟಕುಗೊಳಿಸುವುದು ಎಷ್ಟು ಸರಿ? ಕಾಂಗ್ರೆಸ್ ಪಕ್ಷ ದೇಶದ ಜನರಿಗೆ ಉತ್ತರ ನೀಡಬೇಕು. ಇತಿಹಾಸ ತಿರುಚುವ ಕೆಲಸ ನಡೆಯುತ್ತಿದೆ. xyxy=(1054,1273,1286,1321)
